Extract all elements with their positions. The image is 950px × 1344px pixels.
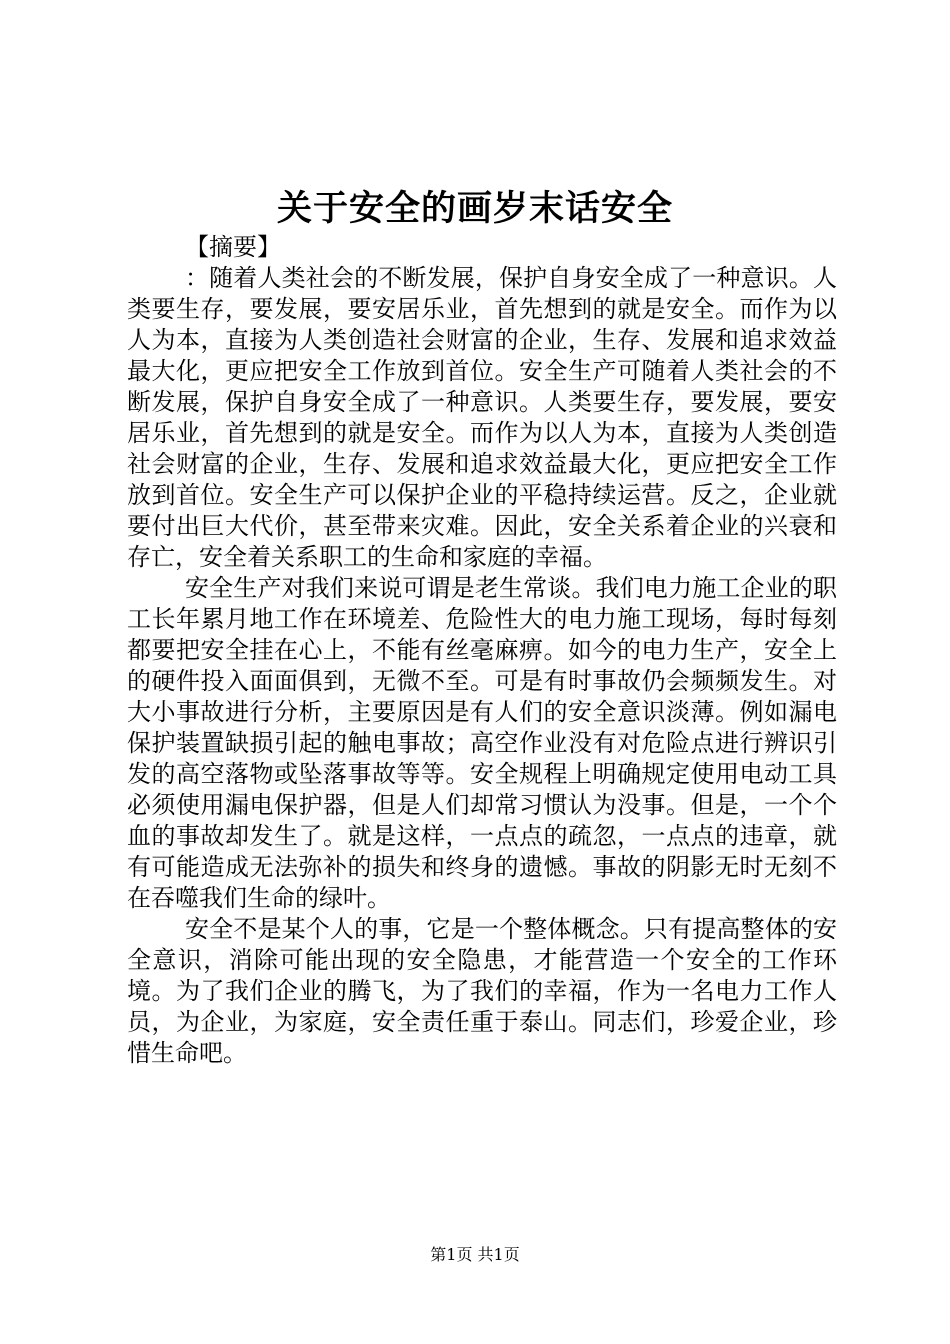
paragraph-2: 安全生产对我们来说可谓是老生常谈。我们电力施工企业的职工长年累月地工作在环境差、危险性大的电力施工现场，每时每刻都要把安全挂在心上，不能有丝毫麻痹。如今的电力生产，安全上的硬件投入面面俱到，无微不至。可是有时事故仍会频频发生。对大小事故进行分析，主要原因是有人们的安全意识淡薄。例如漏电保护装置缺损引起的触电事故；高空作业没有对危险点进行辨识引发的高空落物或坠落事故等等。安全规程上明确规定使用电动工具必须使用漏电保护器，但是人们却常习惯认为没事。但是，一个个血的事故却发生了。就是这样，一点点的疏忽，一点点的违章，就有可能造成无法弥补的损失和终身的遗憾。事故的阴影无时无刻不在吞噬我们生命的绿叶。 — [127, 574, 837, 912]
abstract-label: 【摘要】 — [185, 233, 281, 261]
document-body — [127, 263, 837, 1069]
document-title: 关于安全的画岁末话安全 — [276, 188, 673, 229]
paragraph-abstract: ：随着人类社会的不断发展，保护自身安全成了一种意识。人类要生存，要发展，要安居乐业，首先想到的就是安全。而作为以人为本，直接为人类创造社会财富的企业，生存、发展和追求效益最大化，更应把安全工作放到首位。安全生产可随着人类社会的不断发展，保护自身安全成了一种意识。人类要生存，要发展，要安居乐业，首先想到的就是安全。而作为以人为本，直接为人类创造社会财富的企业，生存、发展和追求效益最大化，更应把安全工作放到首位。安全生产可以保护企业的平稳持续运营。反之，企业就要付出巨大代价，甚至带来灾难。因此，安全关系着企业的兴衰和存亡，安全着关系职工的生命和家庭的幸福。 — [127, 264, 837, 571]
page-footer: 第1页 共1页 — [430, 1245, 520, 1264]
paragraph-3: 安全不是某个人的事，它是一个整体概念。只有提高整体的安全意识，消除可能出现的安全隐患，才能营造一个安全的工作环境。为了我们企业的腾飞，为了我们的幸福，作为一名电力工作人员，为企业，为家庭，安全责任重于泰山。同志们，珍爱企业，珍惜生命吧。 — [127, 915, 837, 1067]
